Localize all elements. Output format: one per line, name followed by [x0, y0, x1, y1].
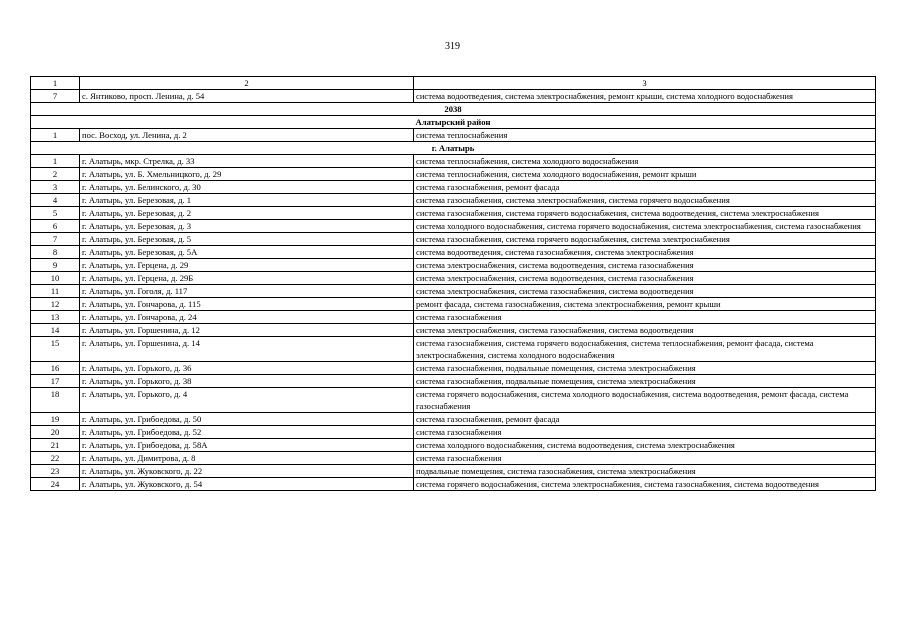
row-address: г. Алатырь, ул. Герцена, д. 29Б — [80, 272, 414, 285]
housing-repair-table — [30, 76, 876, 491]
row-works: система горячего водоснабжения, система холодного водоснабжения, система водоотведения, ремонт фасада, система газоснабжения — [414, 388, 876, 413]
row-address: г. Алатырь, ул. Гоголя, д. 117 — [80, 285, 414, 298]
row-address: г. Алатырь, ул. Жуковского, д. 54 — [80, 478, 414, 491]
row-address: г. Алатырь, ул. Горького, д. 4 — [80, 388, 414, 413]
row-works: система холодного водоснабжения, система водоотведения, система электроснабжения — [414, 439, 876, 452]
page-number: 319 — [445, 41, 460, 52]
row-number: 8 — [31, 246, 80, 259]
table-row — [31, 233, 876, 246]
row-address: г. Алатырь, ул. Белинского, д. 30 — [80, 181, 414, 194]
row-number: 9 — [31, 259, 80, 272]
row-address: г. Алатырь, ул. Димитрова, д. 8 — [80, 452, 414, 465]
row-works: система газоснабжения — [414, 452, 876, 465]
row-address: с. Янтиково, просп. Ленина, д. 54 — [80, 90, 414, 103]
row-number: 20 — [31, 426, 80, 439]
row-address: г. Алатырь, ул. Грибоедова, д. 58А — [80, 439, 414, 452]
row-number: 2 — [31, 168, 80, 181]
row-address: г. Алатырь, ул. Березовая, д. 2 — [80, 207, 414, 220]
row-address: г. Алатырь, ул. Березовая, д. 5 — [80, 233, 414, 246]
year-heading: 2038 — [31, 103, 876, 116]
row-number: 1 — [31, 155, 80, 168]
row-address: г. Алатырь, ул. Горшенина, д. 12 — [80, 324, 414, 337]
row-address: г. Алатырь, мкр. Стрелка, д. 33 — [80, 155, 414, 168]
row-number: 21 — [31, 439, 80, 452]
table-body — [31, 77, 876, 491]
row-address: г. Алатырь, ул. Герцена, д. 29 — [80, 259, 414, 272]
row-number: 16 — [31, 362, 80, 375]
row-address: г. Алатырь, ул. Гончарова, д. 24 — [80, 311, 414, 324]
row-number: 1 — [31, 129, 80, 142]
row-number: 7 — [31, 90, 80, 103]
table-row — [31, 439, 876, 452]
header-row — [31, 77, 876, 90]
table-row — [31, 413, 876, 426]
row-address: г. Алатырь, ул. Жуковского, д. 22 — [80, 465, 414, 478]
table-row — [31, 375, 876, 388]
row-number: 6 — [31, 220, 80, 233]
row-number: 24 — [31, 478, 80, 491]
table-row — [31, 298, 876, 311]
table-row — [31, 155, 876, 168]
table-row — [31, 207, 876, 220]
row-works: система газоснабжения — [414, 311, 876, 324]
row-works: система газоснабжения, система горячего водоснабжения, система водоотведения, система электроснабжения — [414, 207, 876, 220]
row-works: система теплоснабжения, система холодного водоснабжения — [414, 155, 876, 168]
row-works: система газоснабжения, подвальные помещения, система электроснабжения — [414, 375, 876, 388]
table-row — [31, 285, 876, 298]
row-address: г. Алатырь, ул. Грибоедова, д. 52 — [80, 426, 414, 439]
row-number: 13 — [31, 311, 80, 324]
row-address: пос. Восход, ул. Ленина, д. 2 — [80, 129, 414, 142]
row-address: г. Алатырь, ул. Березовая, д. 5А — [80, 246, 414, 259]
row-number: 18 — [31, 388, 80, 413]
row-works: система электроснабжения, система водоотведения, система газоснабжения — [414, 272, 876, 285]
table-row — [31, 362, 876, 375]
row-number: 12 — [31, 298, 80, 311]
row-works: подвальные помещения, система газоснабжения, система электроснабжения — [414, 465, 876, 478]
header-col-3: 3 — [414, 77, 876, 90]
row-works: ремонт фасада, система газоснабжения, система электроснабжения, ремонт крыши — [414, 298, 876, 311]
city-heading-row — [31, 142, 876, 155]
row-number: 14 — [31, 324, 80, 337]
row-address: г. Алатырь, ул. Б. Хмельницкого, д. 29 — [80, 168, 414, 181]
row-number: 19 — [31, 413, 80, 426]
city-heading: г. Алатырь — [31, 142, 876, 155]
row-number: 23 — [31, 465, 80, 478]
row-works: система газоснабжения — [414, 426, 876, 439]
year-heading-row — [31, 103, 876, 116]
row-works: система газоснабжения, система горячего водоснабжения, система теплоснабжения, ремонт фасада, система электроснабжения, система холодного водоснабжения — [414, 337, 876, 362]
table-row — [31, 426, 876, 439]
district-heading-row — [31, 116, 876, 129]
row-works: система горячего водоснабжения, система электроснабжения, система газоснабжения, система водоотведения — [414, 478, 876, 491]
table-row — [31, 337, 876, 362]
row-address: г. Алатырь, ул. Березовая, д. 3 — [80, 220, 414, 233]
row-number: 11 — [31, 285, 80, 298]
row-works: система электроснабжения, система газоснабжения, система водоотведения — [414, 324, 876, 337]
row-works: система электроснабжения, система газоснабжения, система водоотведения — [414, 285, 876, 298]
row-number: 10 — [31, 272, 80, 285]
row-works: система газоснабжения, система электроснабжения, система горячего водоснабжения — [414, 194, 876, 207]
table-row — [31, 452, 876, 465]
table-row — [31, 259, 876, 272]
row-works: система водоотведения, система газоснабжения, система электроснабжения — [414, 246, 876, 259]
table-row — [31, 324, 876, 337]
row-address: г. Алатырь, ул. Горького, д. 38 — [80, 375, 414, 388]
table-row — [31, 388, 876, 413]
table-row — [31, 311, 876, 324]
row-number: 15 — [31, 337, 80, 362]
table-row — [31, 194, 876, 207]
header-col-2: 2 — [80, 77, 414, 90]
row-address: г. Алатырь, ул. Грибоедова, д. 50 — [80, 413, 414, 426]
row-works: система газоснабжения, система горячего водоснабжения, система электроснабжения — [414, 233, 876, 246]
row-number: 22 — [31, 452, 80, 465]
row-number: 3 — [31, 181, 80, 194]
row-address: г. Алатырь, ул. Горького, д. 36 — [80, 362, 414, 375]
row-works: система теплоснабжения — [414, 129, 876, 142]
table-row — [31, 129, 876, 142]
row-address: г. Алатырь, ул. Березовая, д. 1 — [80, 194, 414, 207]
row-works: система теплоснабжения, система холодного водоснабжения, ремонт крыши — [414, 168, 876, 181]
table-row — [31, 220, 876, 233]
row-works: система холодного водоснабжения, система горячего водоснабжения, система электроснабжения, система газоснабжения — [414, 220, 876, 233]
table-row — [31, 168, 876, 181]
row-number: 7 — [31, 233, 80, 246]
table-row — [31, 181, 876, 194]
row-works: система электроснабжения, система водоотведения, система газоснабжения — [414, 259, 876, 272]
table-row — [31, 465, 876, 478]
row-number: 5 — [31, 207, 80, 220]
row-works: система газоснабжения, ремонт фасада — [414, 181, 876, 194]
table-row — [31, 478, 876, 491]
district-heading: Алатырский район — [31, 116, 876, 129]
header-col-1: 1 — [31, 77, 80, 90]
row-address: г. Алатырь, ул. Горшенина, д. 14 — [80, 337, 414, 362]
table-row — [31, 246, 876, 259]
row-works: система газоснабжения, ремонт фасада — [414, 413, 876, 426]
row-address: г. Алатырь, ул. Гончарова, д. 115 — [80, 298, 414, 311]
row-works: система водоотведения, система электроснабжения, ремонт крыши, система холодного водоснабжения — [414, 90, 876, 103]
table-row — [31, 272, 876, 285]
row-number: 4 — [31, 194, 80, 207]
row-number: 17 — [31, 375, 80, 388]
table-row — [31, 90, 876, 103]
row-works: система газоснабжения, подвальные помещения, система электроснабжения — [414, 362, 876, 375]
